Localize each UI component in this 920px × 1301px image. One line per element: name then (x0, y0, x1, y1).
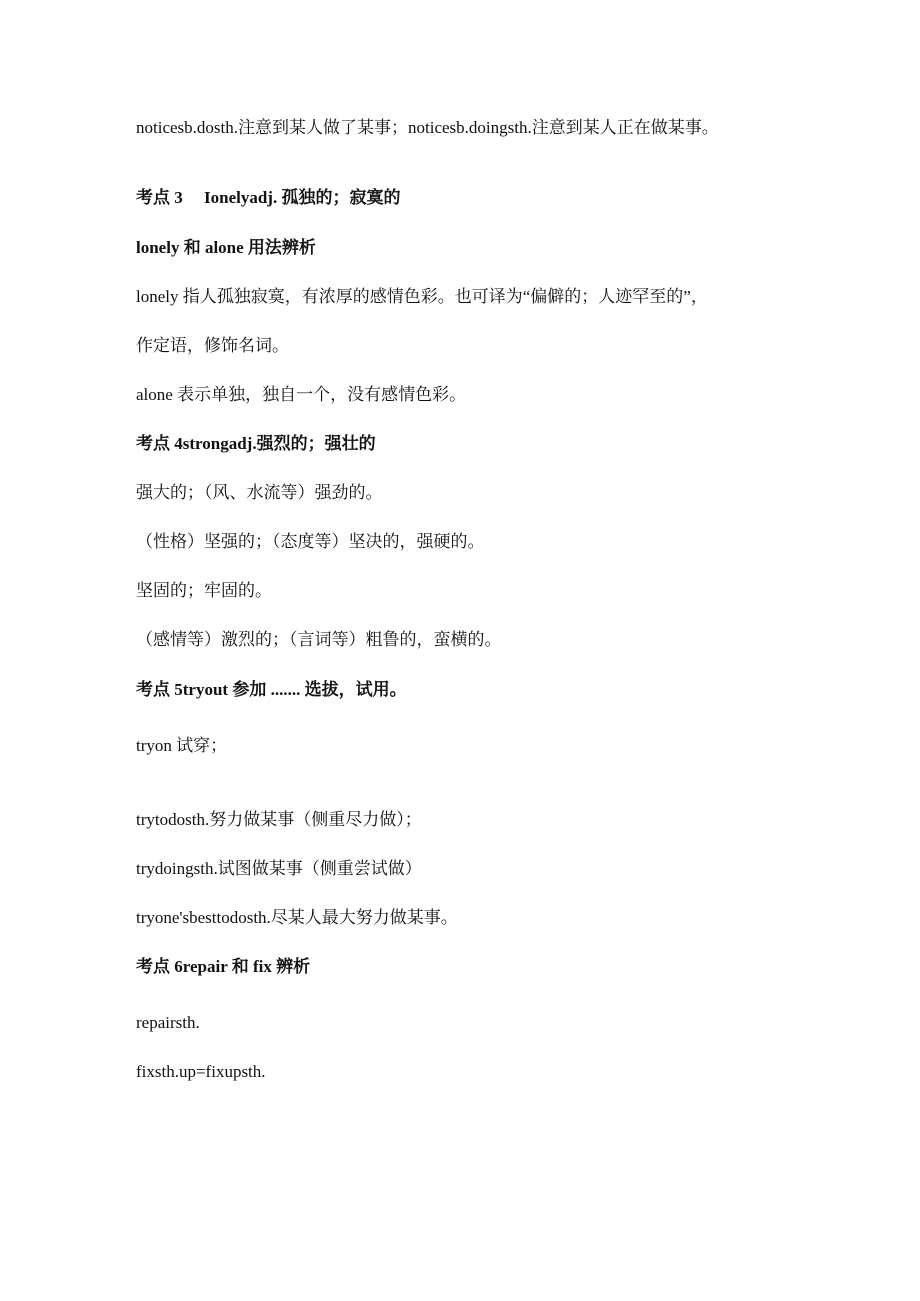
strong-meaning-3: 坚固的；牢固的。 (136, 581, 272, 600)
alone-definition-line: alone 表示单独，独自一个，没有感情色彩。 (136, 385, 467, 404)
section-heading-5: 考点 5tryout 参加 ....... 选拔，试用。 (136, 680, 407, 699)
tryon-line: tryon 试穿； (136, 736, 228, 755)
section-heading-3: 考点 3 Ionelyadj. 孤独的；寂寞的 (136, 188, 401, 207)
section-heading-6: 考点 6repair 和 fix 辨析 (136, 957, 311, 976)
trytodo-line: trytodosth.努力做某事（侧重尽力做）； (136, 810, 422, 829)
strong-meaning-4: （感情等）激烈的；（言词等）粗鲁的，蛮横的。 (136, 630, 502, 649)
strong-meaning-2: （性格）坚强的；（态度等）坚决的，强硬的。 (136, 532, 485, 551)
lonely-definition-cont-line: 作定语，修饰名词。 (136, 336, 289, 355)
fix-line: fixsth.up=fixupsth. (136, 1062, 266, 1081)
repair-line: repairsth. (136, 1013, 200, 1032)
notice-usage-line: noticesb.dosth.注意到某人做了某事；noticesb.doingsth.注意到某人正在做某事。 (136, 118, 719, 137)
strong-meaning-1: 强大的；（风、水流等）强劲的。 (136, 483, 383, 502)
trydoing-line: trydoingsth.试图做某事（侧重尝试做） (136, 859, 422, 878)
section-heading-4: 考点 4strongadj.强烈的；强壮的 (136, 434, 376, 453)
lonely-definition-line: lonely 指人孤独寂寞，有浓厚的感情色彩。也可译为“偏僻的；人迹罕至的”， (136, 287, 708, 306)
tryonesbest-line: tryone'sbesttodosth.尽某人最大努力做某事。 (136, 908, 458, 927)
lonely-alone-heading: lonely 和 alone 用法辨析 (136, 238, 316, 257)
